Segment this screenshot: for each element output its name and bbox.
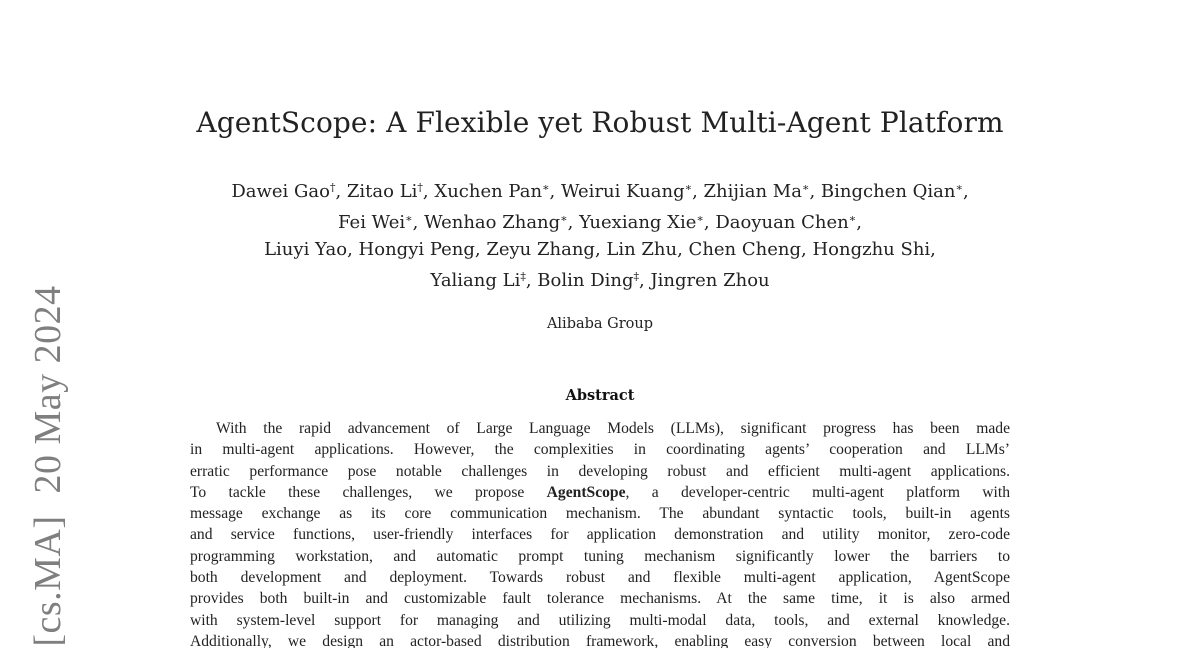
abstract-line: with system-level support for managing and utilizing multi-modal data, tools, and external knowledge. [190,611,1010,629]
abstract-line: To tackle these challenges, we propose AgentScope, a developer-centric multi-agent platform with [190,483,1011,501]
author-name: Zitao Li [346,181,418,202]
abstract-heading: Abstract [565,387,635,404]
author-line-4: Yaliang Li‡, Bolin Ding‡, Jingren Zhou [430,270,770,291]
author-name: Yuexiang Xie [579,212,697,233]
author-affiliation-mark: ∗ [801,181,810,194]
abstract-line: in multi-agent applications. However, the complexities in coordinating agents’ cooperation and LLMs’ [190,441,1010,459]
abstract-line: both development and deployment. Towards robust and flexible multi-agent application, AgentScope [190,569,1010,587]
platform-name-emphasis: AgentScope [546,483,626,501]
author-name: Yaliang Li [430,270,521,291]
abstract-line: programming workstation, and automatic prompt tuning mechanism significantly lower the barriers to [190,547,1010,565]
author-affiliation-mark: ∗ [560,212,568,225]
author-name: Xuchen Pan [434,181,543,202]
author-name: Wenhao Zhang [424,212,561,233]
arxiv-side-stamp [26,285,70,646]
author-name: Bingchen Qian [820,181,956,202]
author-affiliation-mark: ‡ [633,270,639,283]
author-line-3: Liuyi Yao, Hongyi Peng, Zeyu Zhang, Lin Zhu, Chen Cheng, Hongzhu Shi, [264,239,936,260]
arxiv-date: 20 May 2024 [27,285,69,494]
author-name: Dawei Gao [231,181,330,202]
abstract-line: With the rapid advancement of Large Language Models (LLMs), significant progress has been made [216,420,1010,437]
abstract-line: message exchange as its core communication mechanism. The abundant syntactic tools, built-in agents [190,505,1010,523]
abstract-line: erratic performance pose notable challenges in developing robust and efficient multi-agent applications. [190,462,1010,480]
author-name: Weirui Kuang [561,181,685,202]
author-affiliation-mark: † [417,181,423,194]
author-affiliation-mark: ∗ [405,212,413,225]
author-affiliation-mark: † [329,181,336,194]
author-name: Zhijian Ma [703,181,802,202]
author-affiliation-mark: ∗ [696,212,704,225]
abstract-line: provides both built-in and customizable fault tolerance mechanisms. At the same time, it is also armed [190,590,1010,608]
author-affiliation-mark: ∗ [955,181,963,194]
paper-title: AgentScope: A Flexible yet Robust Multi-Agent Platform [196,106,1004,139]
author-list [0,174,1200,294]
author-affiliation-mark: ∗ [542,181,550,194]
author-name: Bolin Ding [537,270,634,291]
author-line-2: Fei Wei∗, Wenhao Zhang∗, Yuexiang Xie∗, Daoyuan Chen∗, [338,212,862,233]
abstract-body [190,418,1010,648]
affiliation: Alibaba Group [546,316,654,332]
author-affiliation-mark: ∗ [684,181,693,194]
abstract-line: Additionally, we design an actor-based distribution framework, enabling easy conversion between local and [190,632,1010,648]
author-affiliation-mark: ‡ [520,270,526,283]
author-affiliation-mark: ∗ [848,212,857,225]
author-name: Fei Wei [338,212,406,233]
abstract-line: and service functions, user-friendly interfaces for application demonstration and utility monitor, zero-code [190,526,1010,544]
arxiv-category: [cs.MA] [27,515,69,647]
author-line-1: Dawei Gao†, Zitao Li†, Xuchen Pan∗, Weirui Kuang∗, Zhijian Ma∗, Bingchen Qian∗, [231,181,969,202]
author-name: Daoyuan Chen [715,212,849,233]
author-name: Jingren Zhou [650,270,770,291]
